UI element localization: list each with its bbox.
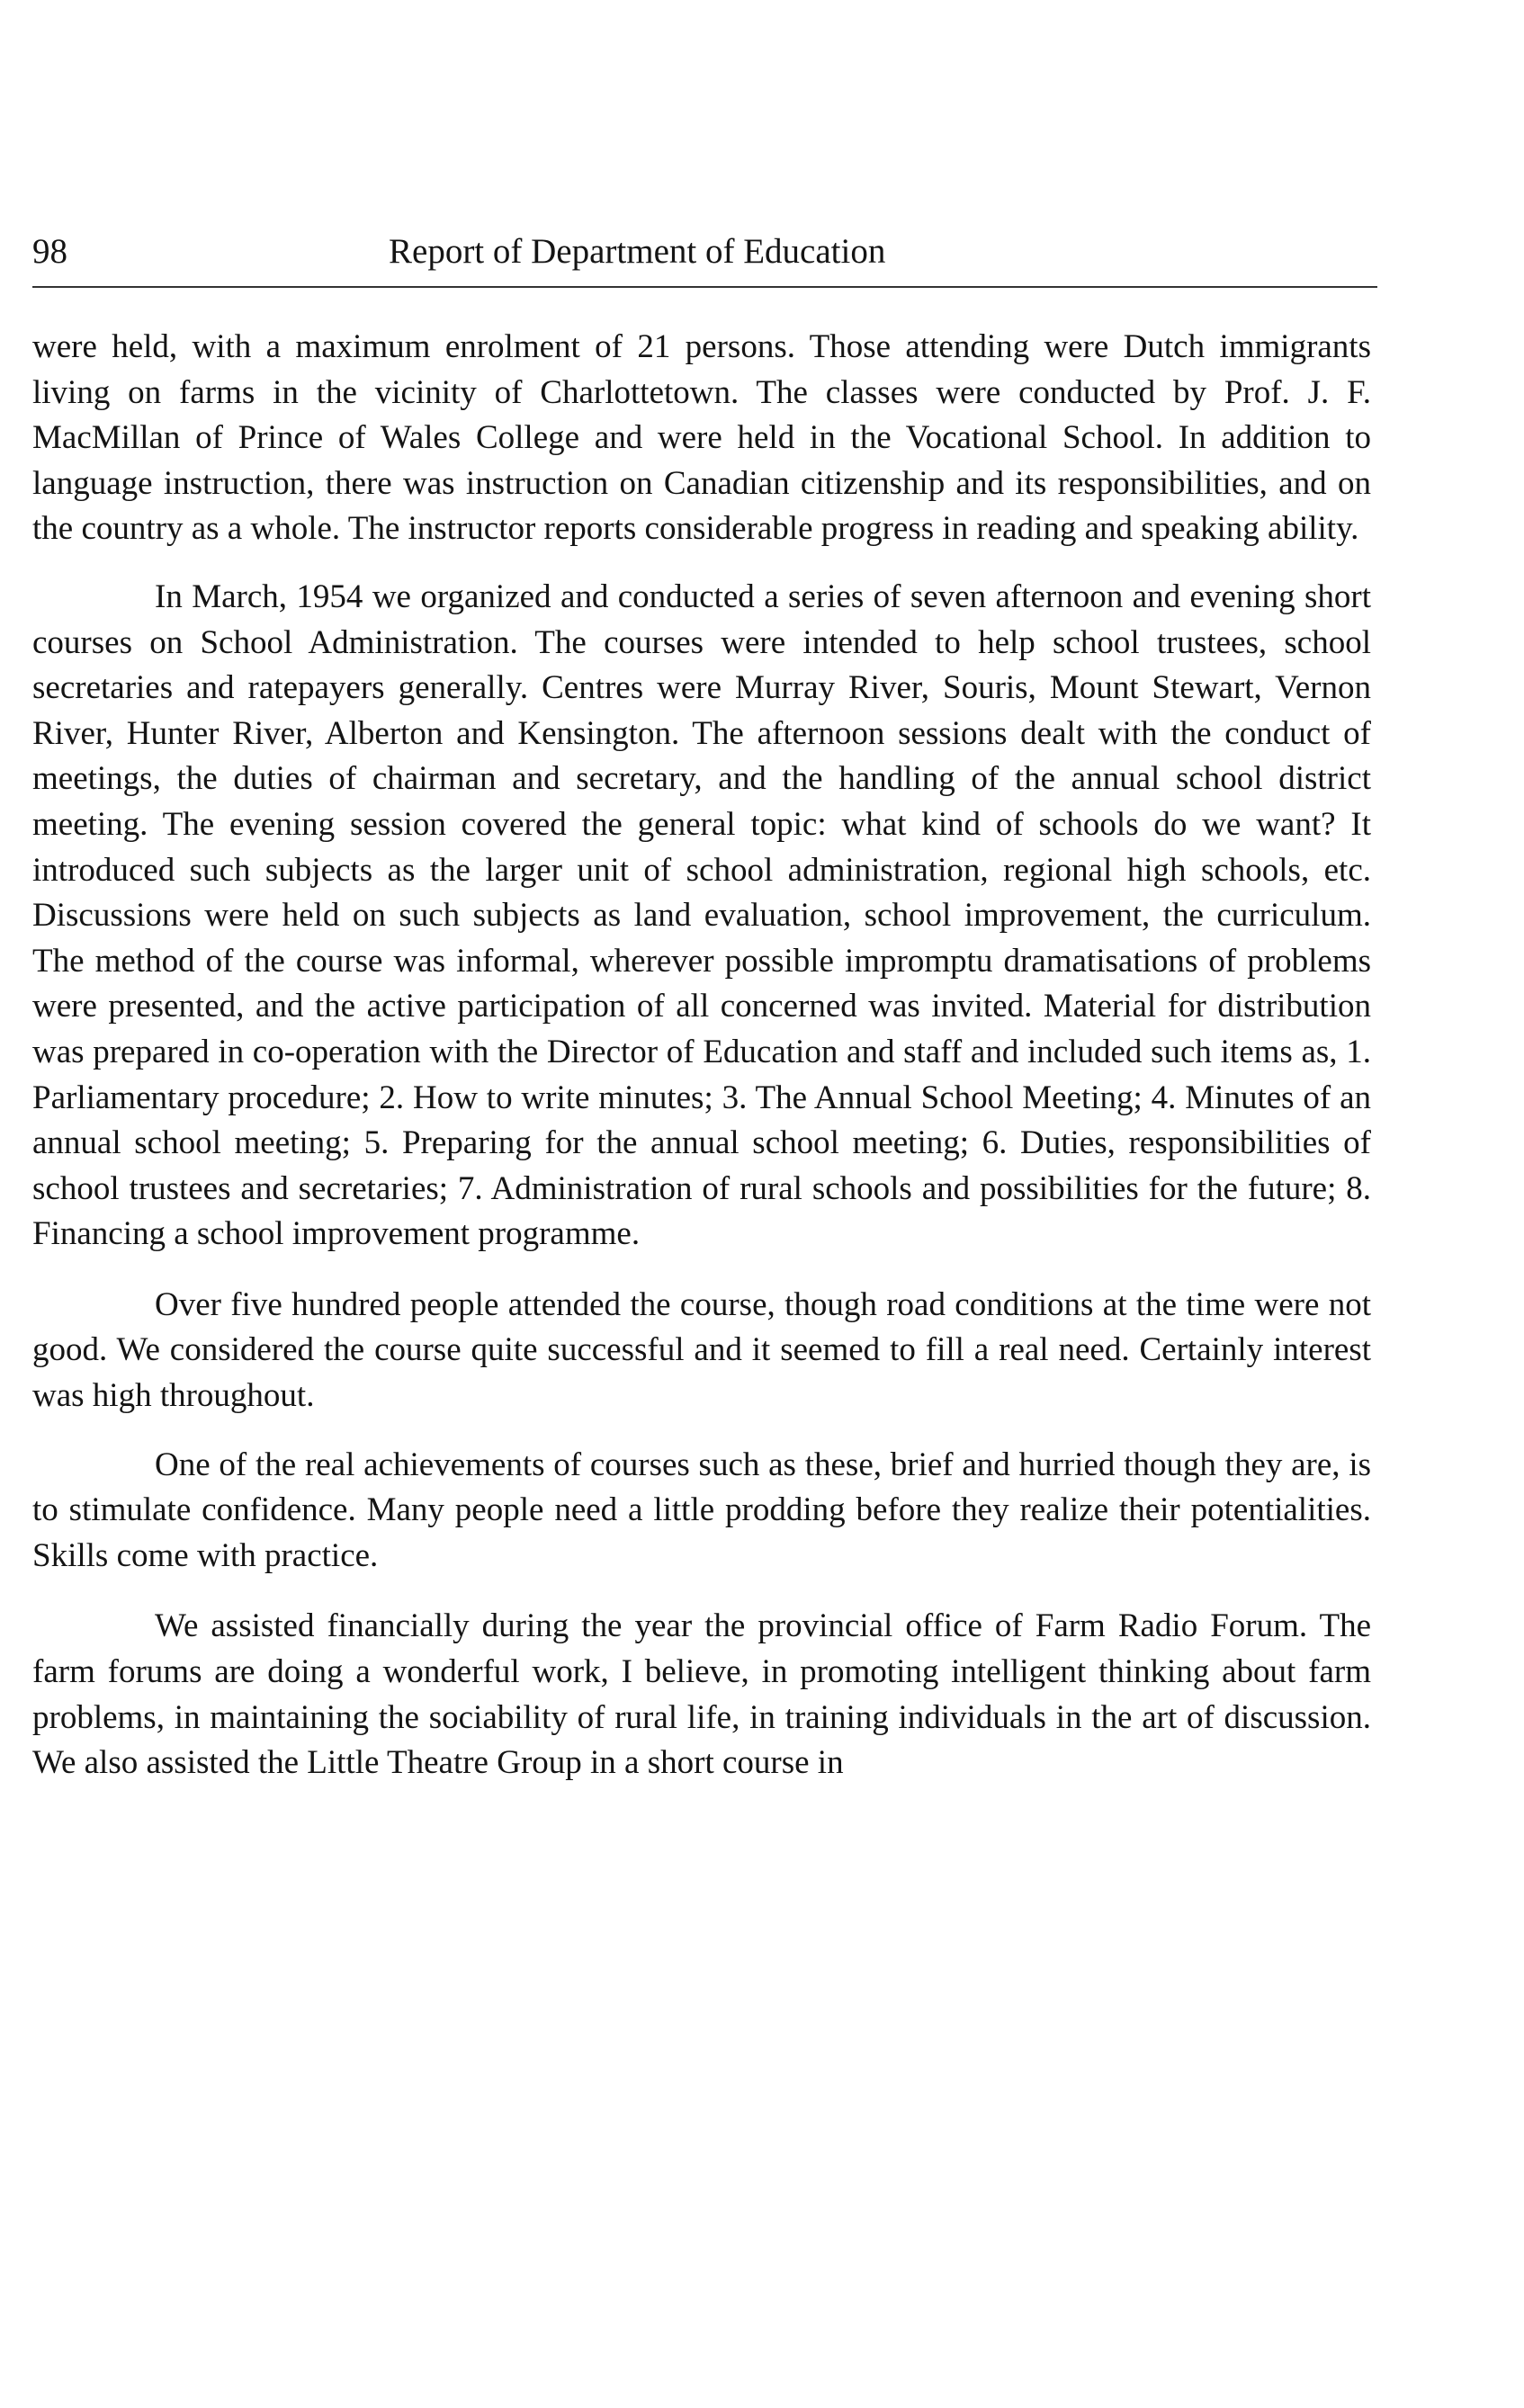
paragraph-farm-radio-forum: We assisted financially during the year the provincial office of Farm Radio Forum. The farm forums are doing a wonderful work, I believe, in promoting intelligent thinking about farm problems, in maintaining the sociability of rural life, in training individuals in the art of discussion. We also assisted the Little Theatre Group in a short course in bbox=[32, 1607, 1371, 1782]
header-rule bbox=[32, 286, 1377, 288]
paragraph-attendance: Over five hundred people attended the course, though road conditions at the time were not good. We considered the course quite successful and it seemed to fill a real need. Certainly interest was high throughout. bbox=[32, 1285, 1371, 1415]
page-number: 98 bbox=[32, 232, 67, 271]
paragraph-short-courses: In March, 1954 we organized and conducted a series of seven afternoon and evening short courses on School Administration. The courses were intended to help school trustees, school secretaries and ratepayers generally. Centres were Murray River, Souris, Mount Stewart, Vernon River, Hunter River, Alberton and Kensington. The afternoon sessions dealt with the conduct of meetings, the duties of chairman and secretary, and the handling of the annual school district meeting. The evening session covered the general topic: what kind of schools do we want? It introduced such subjects as the larger unit of school administration, regional high schools, etc. Discussions were held on such subjects as land evaluation, school improvement, the curriculum. The method of the course was informal, wherever possible impromptu dramatisations of problems were presented, and the active participation of all concerned was invited. Material for distribution was prepared in co-operation with the Director of Education and staff and included such items as, 1. Parliamentary procedure; 2. How to write minutes; 3. The Annual School Meeting; 4. Minutes of an annual school meeting; 5. Preparing for the annual school meeting; 6. Duties, responsibilities of school trustees and secretaries; 7. Administration of rural schools and possibilities for the future; 8. Financing a school improvement programme. bbox=[32, 577, 1371, 1253]
paragraph-continuation: were held, with a maximum enrolment of 21 persons. Those attending were Dutch immigrants living on farms in the vicinity of Charlottetown. The classes were conducted by Prof. J. F. MacMillan of Prince of Wales College and were held in the Vocational School. In addition to language instruction, there was instruction on Canadian citizenship and its responsibilities, and on the country as a whole. The instructor reports considerable progress in reading and speaking ability. bbox=[32, 328, 1371, 548]
body-text bbox=[32, 325, 1371, 1786]
paragraph-achievements: One of the real achievements of courses such as these, brief and hurried though they are, is to stimulate confidence. Many people need a little prodding before they realize their potentialities. Skills come with practice. bbox=[32, 1446, 1371, 1574]
page-header bbox=[32, 225, 1382, 279]
running-title: Report of Department of Education bbox=[389, 232, 886, 271]
